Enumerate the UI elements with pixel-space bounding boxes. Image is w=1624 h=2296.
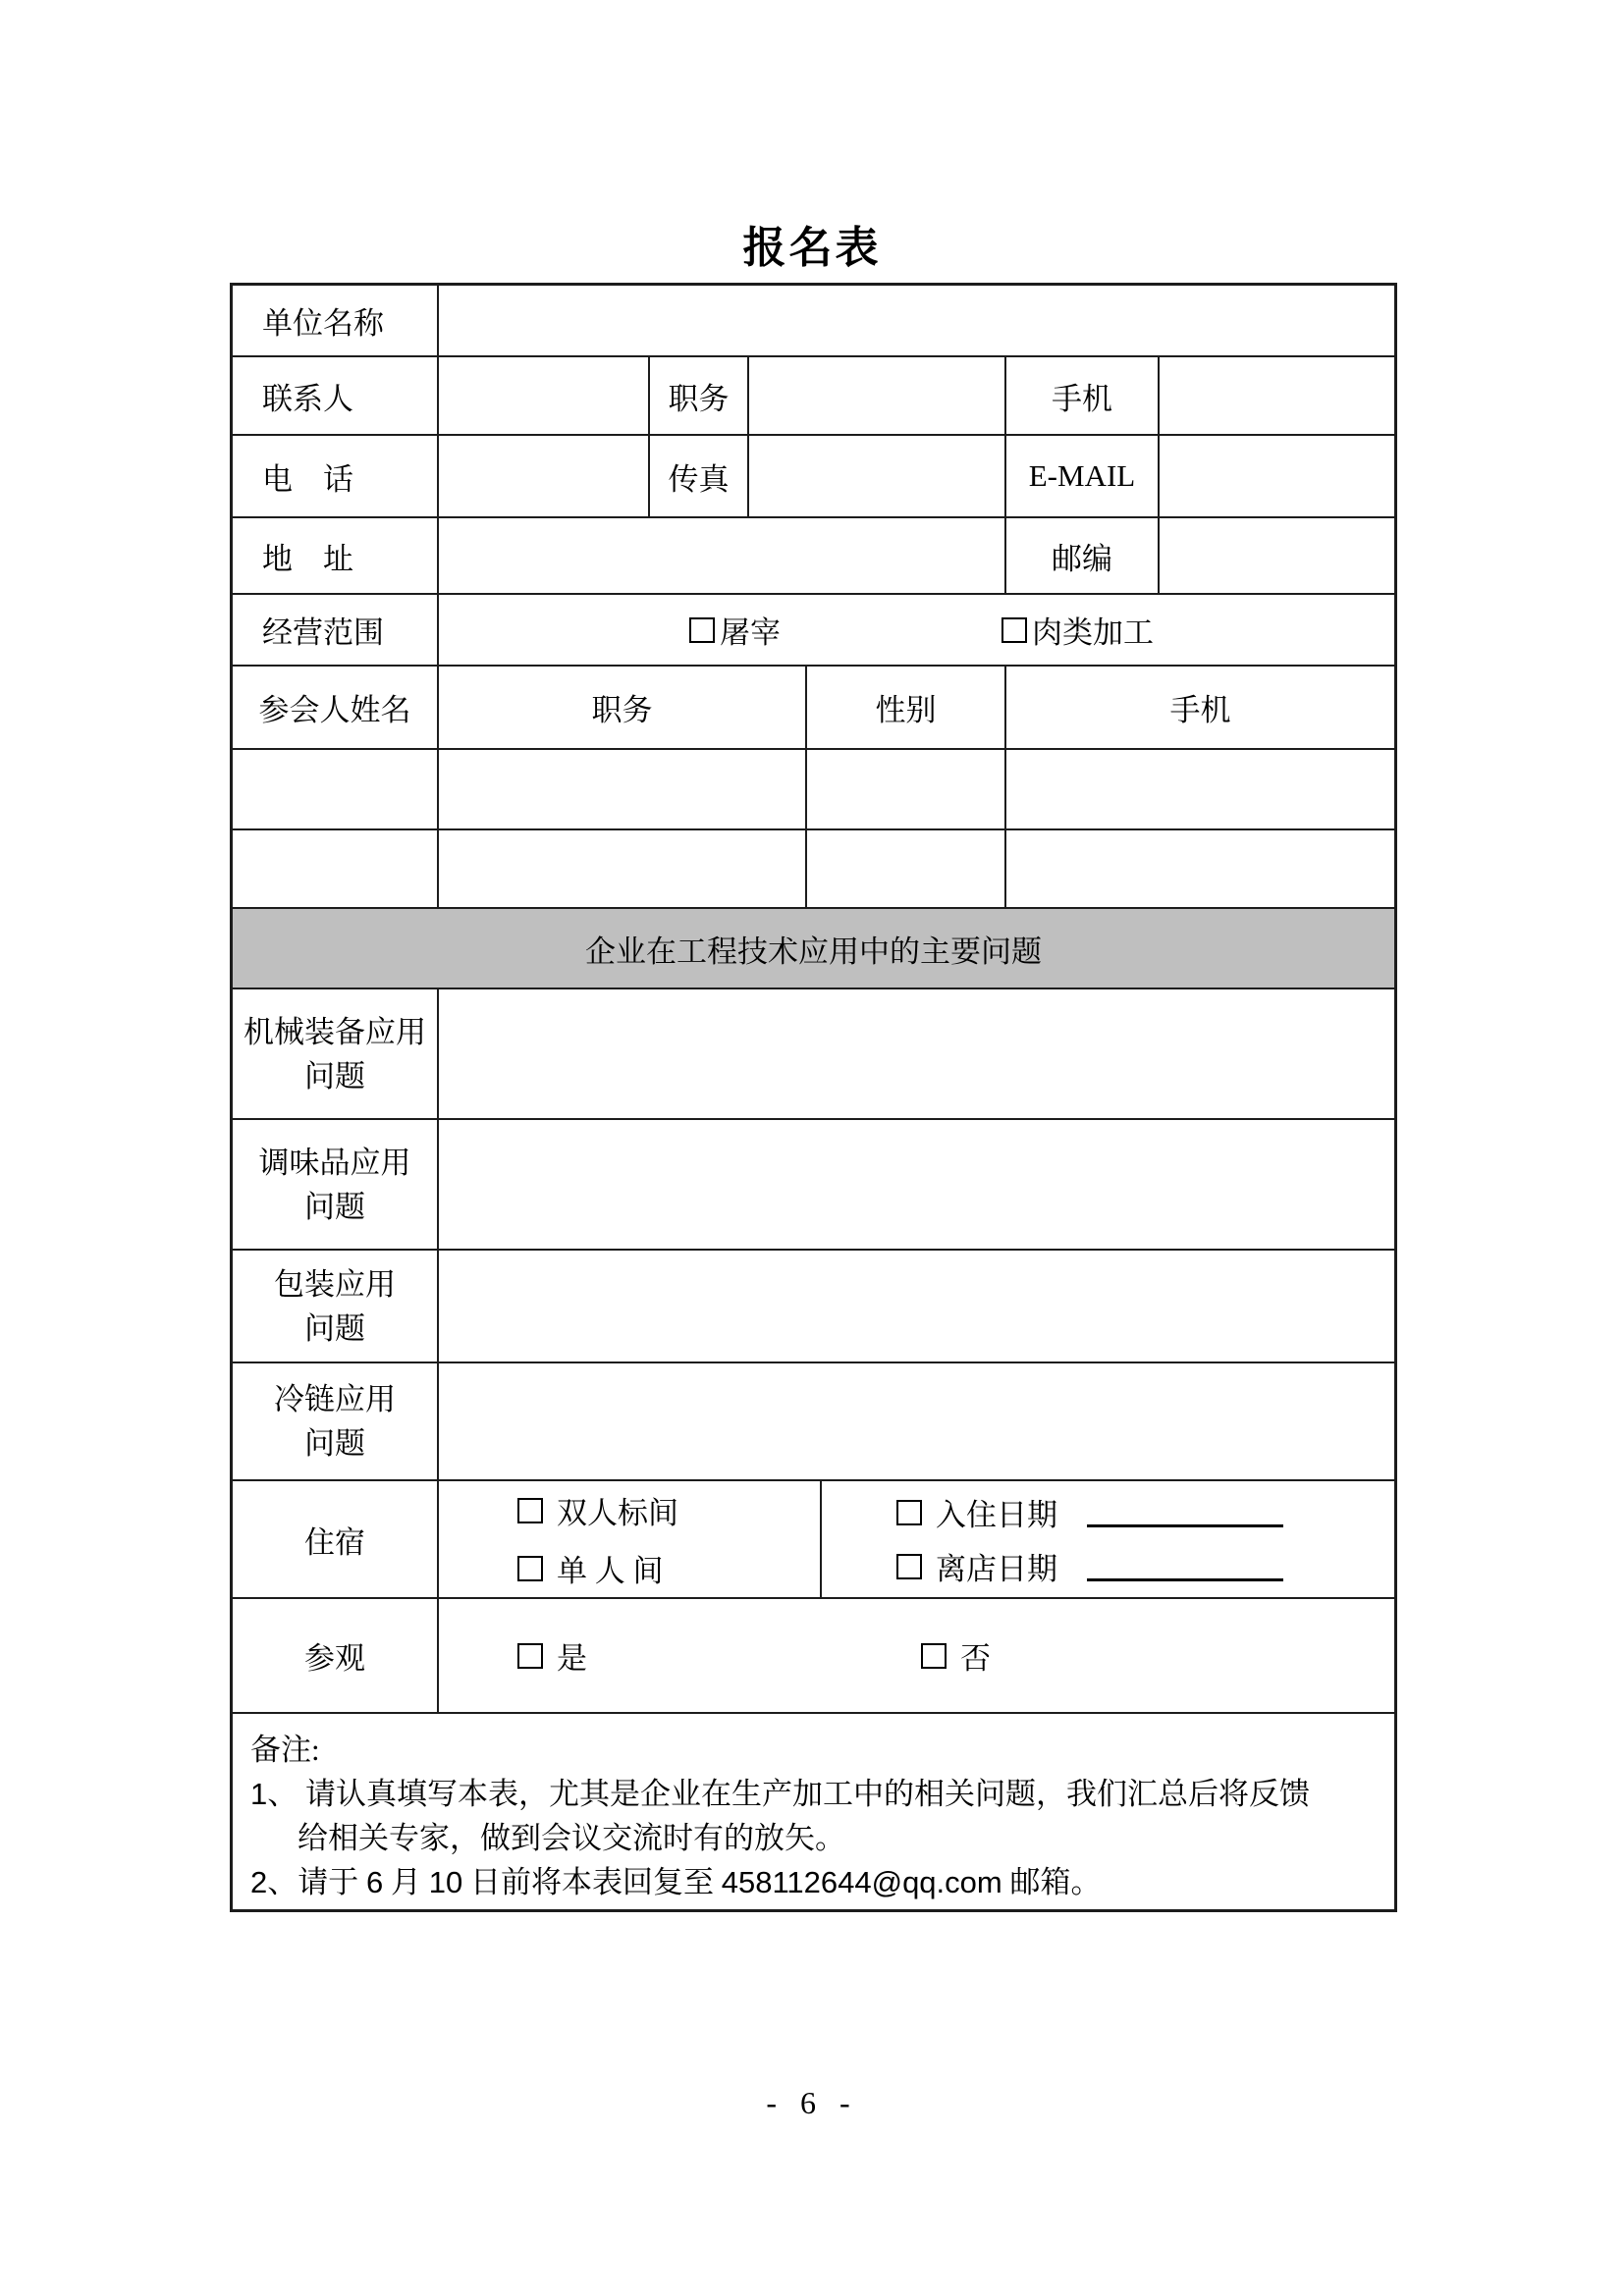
option-single-room-label: 单 人 间 — [557, 1554, 664, 1588]
option-double-room — [517, 1488, 678, 1532]
postcode-label: 邮编 — [1006, 518, 1160, 593]
registration-form-table — [230, 283, 1397, 1912]
remarks-item-1-text: 、 请认真填写本表，尤其是企业在生产加工中的相关问题，我们汇总后将反馈 — [267, 1777, 1310, 1811]
attendee-position-header: 职务 — [439, 667, 807, 748]
label-line: 调味品应用 — [258, 1145, 411, 1180]
unit-name-label: 单位名称 — [233, 286, 439, 355]
coldchain-problem-input-cell[interactable] — [439, 1363, 1394, 1479]
table-row — [233, 286, 1394, 357]
address-label: 地 址 — [233, 518, 439, 593]
option-visit-yes — [517, 1633, 587, 1678]
remarks-item-2-text: 邮箱。 — [1001, 1865, 1102, 1899]
option-double-room-label: 双人标间 — [557, 1496, 678, 1530]
remarks-item-2-number: 2 — [250, 1865, 268, 1899]
checkbox-meat-processing[interactable] — [1001, 617, 1027, 643]
attendee-mobile-input-cell[interactable] — [1006, 830, 1394, 907]
checkbox-checkin-date[interactable] — [896, 1500, 922, 1525]
contact-label: 联系人 — [233, 357, 439, 434]
option-visit-no — [921, 1633, 991, 1678]
visit-label: 参观 — [233, 1599, 439, 1712]
accommodation-label: 住宿 — [233, 1481, 439, 1597]
table-row — [233, 436, 1394, 518]
phone-input-cell[interactable] — [439, 436, 650, 516]
table-row — [233, 518, 1394, 595]
table-row — [233, 1363, 1394, 1481]
table-row — [233, 1120, 1394, 1251]
attendee-gender-input-cell[interactable] — [807, 830, 1006, 907]
machinery-problem-label — [233, 989, 439, 1118]
remarks-item-1-number: 1 — [250, 1777, 268, 1811]
label-line: 问题 — [304, 1189, 365, 1224]
business-scope-options-cell — [439, 595, 1394, 665]
checkbox-visit-yes[interactable] — [517, 1643, 543, 1669]
attendee-gender-header: 性别 — [807, 667, 1006, 748]
contact-position-label: 职务 — [650, 357, 749, 434]
remarks-title: 备注: — [250, 1733, 320, 1767]
attendee-position-input-cell[interactable] — [439, 830, 807, 907]
postcode-input-cell[interactable] — [1160, 518, 1394, 593]
page-number: - 6 - — [766, 2085, 858, 2120]
business-scope-label: 经营范围 — [233, 595, 439, 665]
attendee-row — [233, 830, 1394, 909]
section-header: 企业在工程技术应用中的主要问题 — [233, 909, 1394, 988]
remarks-item-2-text: 日前将本表回复至 — [462, 1865, 722, 1899]
attendee-position-input-cell[interactable] — [439, 750, 807, 828]
form-title: 报名表 — [742, 224, 882, 272]
attendee-header-row — [233, 667, 1394, 750]
address-input-cell[interactable] — [439, 518, 1006, 593]
checkin-date-row — [896, 1490, 1283, 1534]
attendee-name-header: 参会人姓名 — [233, 667, 439, 748]
contact-mobile-label: 手机 — [1006, 357, 1160, 434]
packaging-problem-input-cell[interactable] — [439, 1251, 1394, 1362]
remarks-row — [233, 1714, 1394, 1909]
machinery-problem-input-cell[interactable] — [439, 989, 1394, 1118]
checkout-date-label: 离店日期 — [936, 1552, 1057, 1586]
remarks-item-1 — [250, 1772, 1371, 1816]
option-slaughter-label: 屠宰 — [720, 615, 781, 650]
option-visit-no-label: 否 — [960, 1641, 991, 1676]
option-slaughter — [689, 608, 781, 652]
contact-position-input-cell[interactable] — [749, 357, 1006, 434]
remarks-cell — [233, 1714, 1394, 1909]
packaging-problem-label — [233, 1251, 439, 1362]
unit-name-input-cell[interactable] — [439, 286, 1394, 355]
visit-options-cell — [439, 1599, 1394, 1712]
contact-mobile-input-cell[interactable] — [1160, 357, 1394, 434]
contact-input-cell[interactable] — [439, 357, 650, 434]
reply-email-address: 458112644@qq.com — [721, 1865, 1002, 1899]
reply-month-number: 6 — [366, 1865, 384, 1899]
section-header-row — [233, 909, 1394, 989]
stay-dates-cell — [822, 1481, 1394, 1597]
seasoning-problem-label — [233, 1120, 439, 1249]
checkout-date-fill-line[interactable] — [1087, 1551, 1283, 1581]
attendee-name-input-cell[interactable] — [233, 750, 439, 828]
reply-day-number: 10 — [428, 1865, 463, 1899]
phone-label: 电 话 — [233, 436, 439, 516]
checkbox-single-room[interactable] — [517, 1556, 543, 1581]
seasoning-problem-input-cell[interactable] — [439, 1120, 1394, 1249]
attendee-row — [233, 750, 1394, 830]
email-input-cell[interactable] — [1160, 436, 1394, 516]
checkin-date-label: 入住日期 — [936, 1498, 1057, 1532]
label-line: 问题 — [304, 1310, 365, 1346]
attendee-mobile-header: 手机 — [1169, 693, 1231, 727]
label-line: 机械装备应用 — [244, 1014, 426, 1049]
label-line: 冷链应用 — [274, 1382, 396, 1416]
remarks-item-1-wrap: 给相关专家，做到会议交流时有的放矢。 — [298, 1821, 845, 1855]
attendee-mobile-input-cell[interactable] — [1006, 750, 1394, 828]
email-label: E-MAIL — [1006, 436, 1160, 516]
accommodation-row — [233, 1481, 1394, 1599]
checkbox-visit-no[interactable] — [921, 1643, 947, 1669]
checkbox-double-room[interactable] — [517, 1498, 543, 1523]
room-options-cell — [439, 1481, 822, 1597]
option-visit-yes-label: 是 — [557, 1641, 587, 1676]
option-meat-processing-label: 肉类加工 — [1032, 615, 1154, 650]
table-row — [233, 357, 1394, 436]
checkbox-slaughter[interactable] — [689, 617, 715, 643]
option-single-room — [517, 1546, 664, 1590]
remarks-item-2 — [250, 1860, 1371, 1904]
attendee-name-input-cell[interactable] — [233, 830, 439, 907]
option-meat-processing — [1001, 608, 1154, 652]
attendee-gender-input-cell[interactable] — [807, 750, 1006, 828]
checkout-date-row — [896, 1544, 1283, 1588]
table-row — [233, 1251, 1394, 1363]
checkbox-checkout-date[interactable] — [896, 1554, 922, 1579]
fax-label: 传真 — [650, 436, 749, 516]
remarks-item-2-text: 月 — [383, 1865, 429, 1899]
visit-row — [233, 1599, 1394, 1714]
table-row — [233, 989, 1394, 1120]
fax-input-cell[interactable] — [749, 436, 1006, 516]
coldchain-problem-label — [233, 1363, 439, 1479]
remarks-item-2-text: 、请于 — [267, 1865, 366, 1899]
label-line: 问题 — [304, 1426, 365, 1461]
label-line: 问题 — [304, 1058, 365, 1094]
table-row — [233, 595, 1394, 667]
checkin-date-fill-line[interactable] — [1087, 1497, 1283, 1527]
label-line: 包装应用 — [274, 1266, 396, 1302]
